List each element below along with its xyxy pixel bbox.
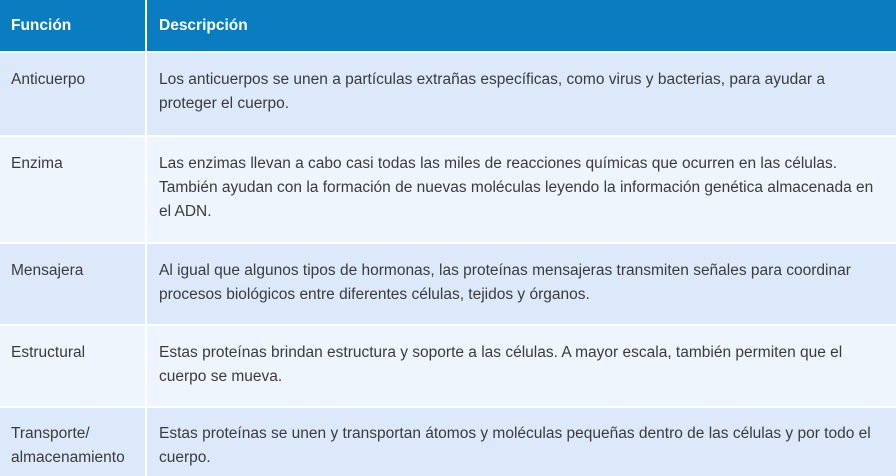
function-cell: Transporte/ almacenamiento [0, 408, 147, 476]
table-row [0, 326, 896, 408]
header-description: Descripción [159, 17, 248, 34]
description-cell: Estas proteínas brindan estructura y soporte a las células. A mayor escala, también permiten que el cuerpo se mueva. [159, 344, 843, 385]
table-row [0, 137, 896, 244]
function-cell: Anticuerpo [0, 53, 147, 135]
description-cell: Estas proteínas se unen y transportan átomos y moléculas pequeñas dentro de las células y por todo el cuerpo. [159, 425, 871, 466]
table-row [0, 244, 896, 326]
description-cell: Los anticuerpos se unen a partículas extrañas específicas, como virus y bacterias, para ayudar a proteger el cuerpo. [159, 71, 825, 112]
table-row [0, 408, 896, 476]
function-cell: Estructural [0, 326, 147, 406]
table-row [0, 53, 896, 137]
function-cell: Mensajera [0, 244, 147, 324]
function-cell: Enzima [0, 137, 147, 242]
header-function: Función [0, 0, 147, 51]
table-header-row [0, 0, 896, 53]
description-cell: Al igual que algunos tipos de hormonas, las proteínas mensajeras transmiten señales para coordinar procesos biológicos entre diferentes células, tejidos y órganos. [159, 262, 851, 303]
description-cell: Las enzimas llevan a cabo casi todas las miles de reacciones químicas que ocurren en las células. También ayudan con la formación de nuevas moléculas leyendo la información genética almacenada en el ADN. [159, 155, 874, 220]
